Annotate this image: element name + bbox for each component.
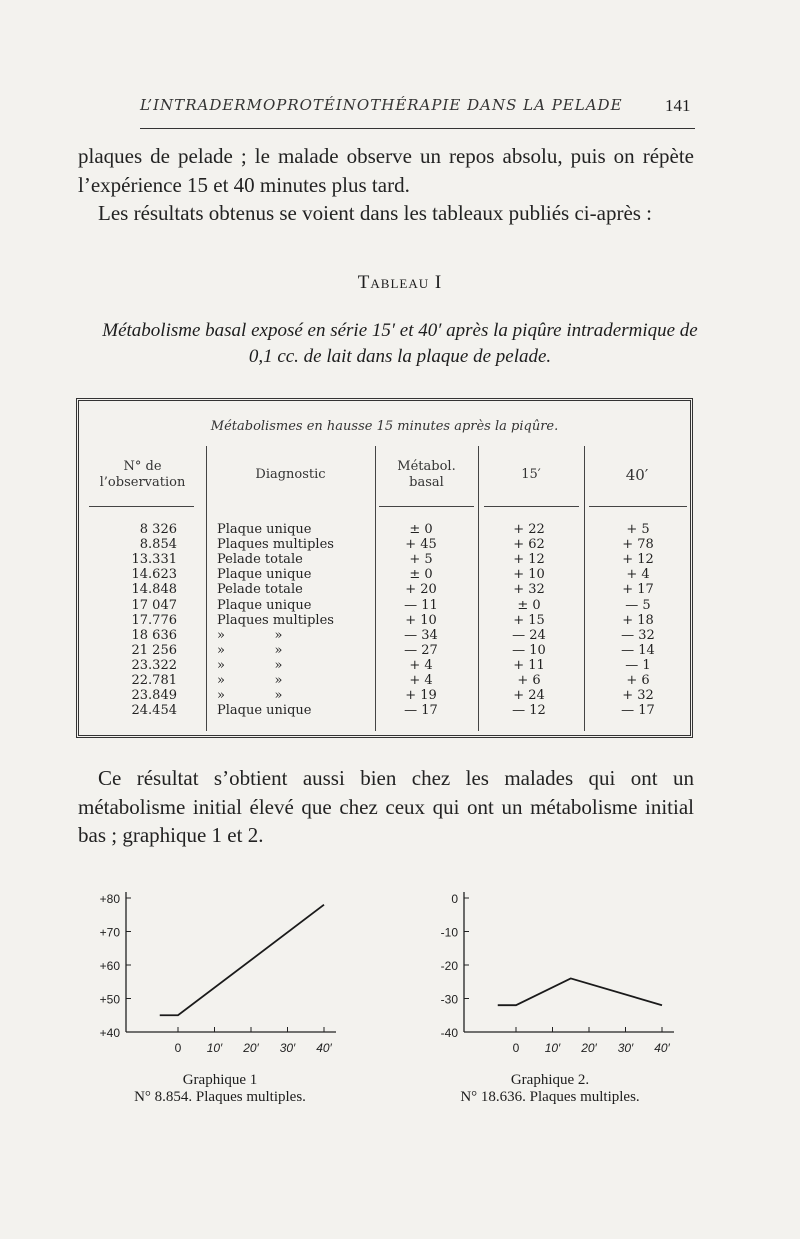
cell-diagnostic: Pelade totale <box>217 582 303 598</box>
cell-basal: — 11 <box>404 597 438 613</box>
cell-observation: 14.623 <box>131 567 177 583</box>
x-tick-label: 0 <box>174 1041 182 1055</box>
col-header-15: 15′ <box>521 467 541 482</box>
y-tick-label: -10 <box>440 925 458 940</box>
cell-15min: + 12 <box>513 552 545 568</box>
cell-40min: + 4 <box>626 567 650 583</box>
cell-40min: + 78 <box>622 537 654 553</box>
cell-15min: + 11 <box>513 657 545 673</box>
paragraph-3: Ce résultat s’obtient aussi bien chez les malades qui ont un métabolisme initial élevé que chez ceux qui ont un métabolisme initial bas ; graphique 1 et 2. <box>78 766 694 847</box>
y-tick-label: -40 <box>440 1026 458 1040</box>
cell-15min: + 62 <box>513 537 545 553</box>
x-tick-label: 10′ <box>206 1041 223 1055</box>
graphique-1-caption-title: Graphique 1 <box>182 1072 258 1088</box>
x-tick-label: 40′ <box>654 1041 670 1055</box>
cell-basal: + 4 <box>409 673 433 688</box>
cell-40min: — 1 <box>625 657 651 673</box>
cell-15min: + 15 <box>513 612 545 628</box>
cell-diagnostic: Plaque unique <box>217 703 312 719</box>
cell-observation: 8.854 <box>139 537 177 553</box>
cell-diagnostic: » » <box>217 627 283 643</box>
y-tick-label: +40 <box>99 1026 120 1040</box>
x-tick-label: 30′ <box>279 1041 296 1055</box>
column-divider <box>206 446 207 731</box>
cell-observation: 21 256 <box>131 642 177 658</box>
graphique-1-chart <box>80 882 350 1062</box>
cell-40min: + 17 <box>622 582 654 598</box>
x-tick-label: 40′ <box>316 1041 332 1055</box>
cell-observation: 23.849 <box>131 688 177 704</box>
header-rule-1 <box>89 506 194 507</box>
cell-40min: + 18 <box>622 612 654 628</box>
cell-observation: 24.454 <box>131 703 177 719</box>
x-tick-label: 0 <box>512 1041 520 1055</box>
cell-15min: + 24 <box>513 688 545 704</box>
cell-40min: — 17 <box>621 703 655 719</box>
table-title: Tableau I <box>357 272 443 293</box>
col-header-basal: Métabol. basal <box>397 459 456 490</box>
cell-basal: + 20 <box>405 582 437 598</box>
y-tick-label: +70 <box>99 925 120 940</box>
graphique-2-caption-title: Graphique 2. <box>510 1072 590 1088</box>
data-line <box>160 905 324 1016</box>
cell-40min: — 5 <box>625 597 651 613</box>
y-tick-label: +60 <box>99 959 120 973</box>
cell-diagnostic: Plaques multiples <box>217 537 334 553</box>
cell-40min: + 5 <box>626 522 650 537</box>
running-title: L’INTRADERMOPROTÉINOTHÉRAPIE DANS LA PELADE <box>140 96 623 114</box>
cell-basal: ± 0 <box>409 567 433 583</box>
cell-40min: — 14 <box>621 642 655 658</box>
header-rule-3 <box>379 506 474 507</box>
cell-basal: — 34 <box>404 627 438 643</box>
cell-15min: + 6 <box>517 673 541 688</box>
cell-diagnostic: » » <box>217 657 283 673</box>
cell-diagnostic: Plaque unique <box>217 522 312 537</box>
x-tick-label: 20′ <box>581 1041 597 1055</box>
cell-15min: + 22 <box>513 522 545 537</box>
cell-15min: + 32 <box>513 582 545 598</box>
col-header-40: 40′ <box>625 466 649 484</box>
paragraph-2: Les résultats obtenus se voient dans les tableaux publiés ci-après : <box>98 201 653 225</box>
table-caption: Métabolisme basal exposé en série 15′ et 40′ après la piqûre intradermique de 0,1 cc. de lait dans la plaque de pelade. <box>102 320 698 367</box>
cell-basal: + 5 <box>409 552 433 568</box>
cell-observation: 18 636 <box>131 627 177 643</box>
col-header-observation: N° de l’observation <box>99 459 186 490</box>
cell-basal: + 4 <box>409 657 433 673</box>
column-divider <box>478 446 479 731</box>
cell-basal: — 27 <box>404 642 438 658</box>
cell-observation: 17 047 <box>131 597 177 613</box>
cell-observation: 22.781 <box>131 673 177 688</box>
y-tick-label: +50 <box>99 992 120 1007</box>
table-header-line: Métabolismes en hausse 15 minutes après la piqûre. <box>210 419 559 434</box>
y-tick-label: 0 <box>451 892 458 906</box>
cell-15min: — 12 <box>512 703 546 719</box>
cell-diagnostic: Plaques multiples <box>217 612 334 628</box>
cell-15min: ± 0 <box>517 597 541 613</box>
cell-diagnostic: Plaque unique <box>217 597 312 613</box>
graphique-1-caption-subtitle: N° 8.854. Plaques multiples. <box>134 1089 306 1105</box>
header-rule-5 <box>589 506 687 507</box>
cell-observation: 17.776 <box>131 612 177 628</box>
cell-15min: — 24 <box>512 627 546 643</box>
cell-basal: — 17 <box>404 703 438 719</box>
cell-observation: 23.322 <box>131 657 177 673</box>
page-number: 141 <box>665 96 691 115</box>
data-table <box>76 398 693 738</box>
x-tick-label: 10′ <box>544 1041 561 1055</box>
cell-observation: 13.331 <box>131 552 177 568</box>
cell-40min: + 6 <box>626 673 650 688</box>
cell-diagnostic: Plaque unique <box>217 567 312 583</box>
y-tick-label: -20 <box>440 959 458 973</box>
header-rule-4 <box>484 506 579 507</box>
cell-40min: + 12 <box>622 552 654 568</box>
cell-basal: + 10 <box>405 612 437 628</box>
graphique-2-chart <box>418 882 688 1062</box>
cell-40min: — 32 <box>621 627 655 643</box>
cell-basal: + 19 <box>405 688 437 704</box>
y-tick-label: +80 <box>99 892 120 906</box>
cell-observation: 14.848 <box>131 582 177 598</box>
cell-diagnostic: » » <box>217 673 283 688</box>
data-line <box>498 978 662 1005</box>
cell-observation: 8 326 <box>139 522 177 537</box>
paragraph-1: plaques de pelade ; le malade observe un repos absolu, puis on répète l’expérience 15 et 40 minutes plus tard. <box>78 144 694 197</box>
header-rule <box>140 128 695 129</box>
graphique-2-caption-subtitle: N° 18.636. Plaques multiples. <box>460 1089 640 1105</box>
cell-basal: ± 0 <box>409 522 433 537</box>
y-tick-label: -30 <box>440 992 458 1007</box>
cell-15min: — 10 <box>512 642 546 658</box>
cell-basal: + 45 <box>405 537 437 553</box>
x-tick-label: 30′ <box>617 1041 634 1055</box>
cell-diagnostic: Pelade totale <box>217 552 303 568</box>
cell-diagnostic: » » <box>217 642 283 658</box>
cell-15min: + 10 <box>513 567 545 583</box>
x-tick-label: 20′ <box>243 1041 259 1055</box>
cell-40min: + 32 <box>622 688 654 704</box>
cell-diagnostic: » » <box>217 688 283 704</box>
col-header-diagnostic: Diagnostic <box>255 467 326 482</box>
